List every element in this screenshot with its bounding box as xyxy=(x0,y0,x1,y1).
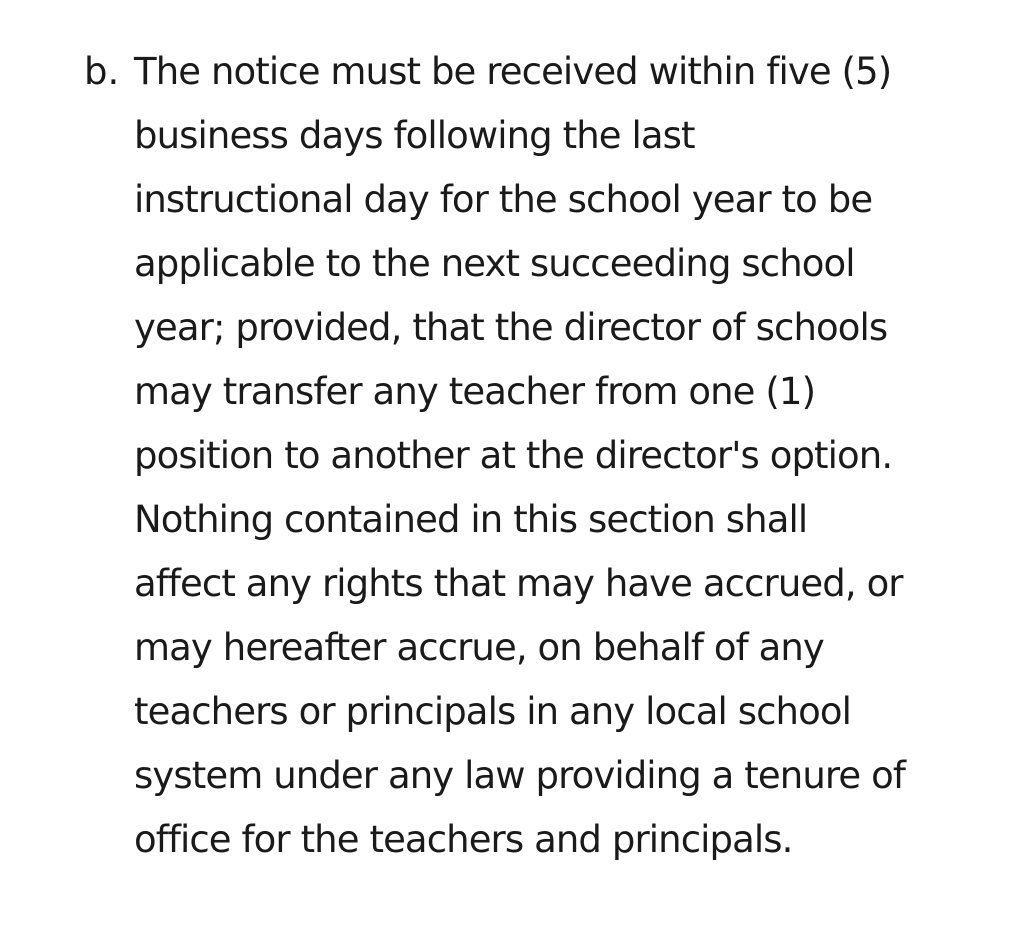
text-line: position to another at the director's option. xyxy=(134,434,893,477)
text-line: year; provided, that the director of schools xyxy=(134,306,888,349)
text-line: applicable to the next succeeding school xyxy=(134,242,855,285)
text-line: The notice must be received within five (5) xyxy=(134,50,892,93)
text-line: may hereafter accrue, on behalf of any xyxy=(134,626,824,669)
text-line: office for the teachers and principals. xyxy=(134,818,793,861)
text-line: system under any law providing a tenure of xyxy=(134,754,905,797)
text-line: Nothing contained in this section shall xyxy=(134,498,808,541)
text-line: teachers or principals in any local school xyxy=(134,690,851,733)
paragraph-text xyxy=(134,40,1014,872)
list-marker: b. xyxy=(84,50,120,93)
text-line: affect any rights that may have accrued, or xyxy=(134,562,903,605)
text-line: business days following the last xyxy=(134,114,695,157)
text-line: instructional day for the school year to be xyxy=(134,178,873,221)
text-line: may transfer any teacher from one (1) xyxy=(134,370,816,413)
